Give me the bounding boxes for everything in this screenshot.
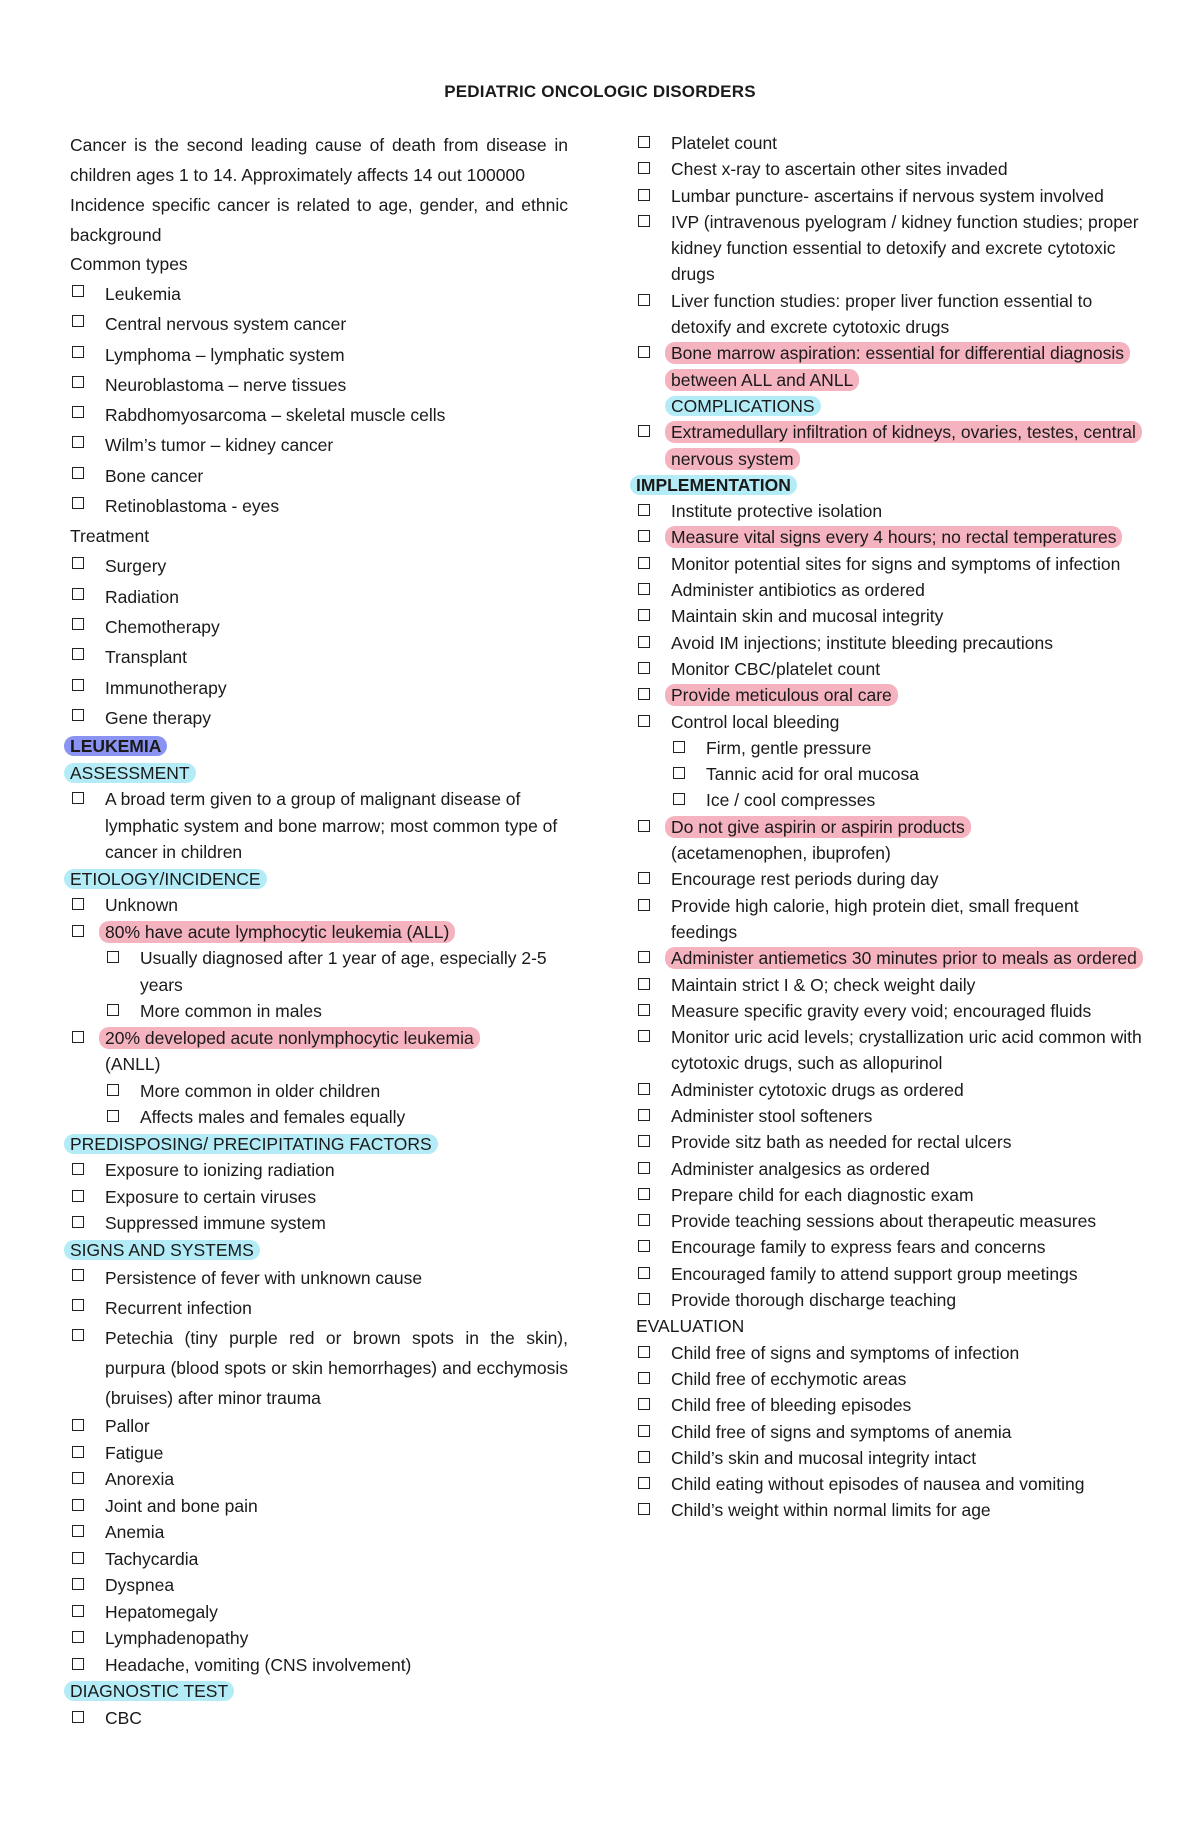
list-item: Anemia	[70, 1519, 568, 1546]
intro-paragraph: Cancer is the second leading cause of death from disease in children ages 1 to 14. Approximately affects 14 out 100000	[70, 135, 568, 185]
list-item: Child’s skin and mucosal integrity intact	[636, 1445, 1148, 1471]
list-item: Anorexia	[70, 1466, 568, 1493]
checkbox-icon	[638, 1477, 650, 1489]
list-item: Maintain skin and mucosal integrity	[636, 603, 1148, 629]
checkbox-icon	[72, 588, 84, 600]
sub-list-item: Affects males and females equally	[105, 1104, 568, 1131]
checkbox-icon	[72, 1329, 84, 1341]
list-item: Do not give aspirin or aspirin products (acetamenophen, ibuprofen)	[636, 814, 1148, 867]
checkbox-icon	[638, 504, 650, 516]
checkbox-icon	[638, 530, 650, 542]
list-item: Provide sitz bath as needed for rectal ulcers	[636, 1129, 1148, 1155]
checkbox-icon	[638, 899, 650, 911]
checkbox-icon	[638, 1004, 650, 1016]
checkbox-icon	[638, 951, 650, 963]
left-column	[70, 130, 568, 1731]
checkbox-icon	[638, 294, 650, 306]
list-item: 80% have acute lymphocytic leukemia (ALL)	[70, 919, 568, 946]
list-item: Headache, vomiting (CNS involvement)	[70, 1652, 568, 1679]
list-item: Neuroblastoma – nerve tissues	[70, 370, 568, 400]
checkbox-icon	[638, 162, 650, 174]
sub-list-item: More common in older children	[105, 1078, 568, 1105]
treatment-label: Treatment	[70, 526, 150, 547]
predisposing-heading: PREDISPOSING/ PRECIPITATING FACTORS	[70, 1131, 568, 1158]
list-item: Leukemia	[70, 279, 568, 309]
list-item: Monitor CBC/platelet count	[636, 656, 1148, 682]
signs-heading: SIGNS AND SYSTEMS	[70, 1237, 568, 1264]
list-item: Joint and bone pain	[70, 1493, 568, 1520]
checkbox-icon	[72, 925, 84, 937]
list-item: Bone marrow aspiration: essential for differential diagnosis between ALL and ANLL	[636, 340, 1148, 393]
list-item: Provide thorough discharge teaching	[636, 1287, 1148, 1313]
checkbox-icon	[72, 618, 84, 630]
right-column	[636, 130, 1148, 1524]
treatment-list	[70, 551, 568, 733]
etiology-heading: ETIOLOGY/INCIDENCE	[70, 866, 568, 893]
checkbox-icon	[107, 1004, 119, 1016]
list-item: Rabdhomyosarcoma – skeletal muscle cells	[70, 400, 568, 430]
checkbox-icon	[638, 1503, 650, 1515]
list-item: Administer antibiotics as ordered	[636, 577, 1148, 603]
list-item: Radiation	[70, 582, 568, 612]
list-item: Monitor uric acid levels; crystallization uric acid common with cytotoxic drugs, such as allopurinol	[636, 1024, 1148, 1077]
checkbox-icon	[638, 1083, 650, 1095]
checkbox-icon	[638, 978, 650, 990]
list-item: Prepare child for each diagnostic exam	[636, 1182, 1148, 1208]
sub-list-item: More common in males	[105, 998, 568, 1025]
list-item: Administer cytotoxic drugs as ordered	[636, 1077, 1148, 1103]
checkbox-icon	[72, 648, 84, 660]
checkbox-icon	[72, 792, 84, 804]
checkbox-icon	[638, 215, 650, 227]
list-item: Child free of bleeding episodes	[636, 1392, 1148, 1418]
list-item: Persistence of fever with unknown cause	[70, 1263, 568, 1293]
checkbox-icon	[72, 557, 84, 569]
checkbox-icon	[72, 679, 84, 691]
list-item: Provide meticulous oral care	[636, 682, 1148, 708]
checkbox-icon	[673, 793, 685, 805]
list-item: Control local bleeding	[636, 709, 1148, 735]
checkbox-icon	[72, 1190, 84, 1202]
checkbox-icon	[72, 1163, 84, 1175]
list-item: Administer stool softeners	[636, 1103, 1148, 1129]
list-item: Child free of signs and symptoms of infection	[636, 1340, 1148, 1366]
list-item: Surgery	[70, 551, 568, 581]
list-item: Unknown	[70, 892, 568, 919]
leukemia-heading: LEUKEMIA	[70, 733, 568, 760]
checkbox-icon	[673, 741, 685, 753]
list-item: Tachycardia	[70, 1546, 568, 1573]
checkbox-icon	[638, 136, 650, 148]
implementation-heading: IMPLEMENTATION	[636, 472, 1148, 498]
checkbox-icon	[107, 1084, 119, 1096]
checkbox-icon	[638, 1346, 650, 1358]
checkbox-icon	[72, 1031, 84, 1043]
common-types-label: Common types	[70, 254, 188, 274]
checkbox-icon	[638, 872, 650, 884]
checkbox-icon	[638, 1398, 650, 1410]
list-item: Platelet count	[636, 130, 1148, 156]
list-item: Suppressed immune system	[70, 1210, 568, 1237]
checkbox-icon	[72, 1525, 84, 1537]
checkbox-icon	[638, 1162, 650, 1174]
list-item: Retinoblastoma - eyes	[70, 491, 568, 521]
list-item: Petechia (tiny purple red or brown spots in the skin), purpura (blood spots or skin hemorrhages) and ecchymosis (bruises) after minor trauma	[70, 1323, 568, 1413]
checkbox-icon	[638, 820, 650, 832]
checkbox-icon	[638, 425, 650, 437]
incidence-paragraph: Incidence specific cancer is related to age, gender, and ethnic background	[70, 195, 568, 245]
list-item: Chemotherapy	[70, 612, 568, 642]
checkbox-icon	[72, 709, 84, 721]
list-item: Hepatomegaly	[70, 1599, 568, 1626]
checkbox-icon	[638, 1425, 650, 1437]
checkbox-icon	[72, 898, 84, 910]
checkbox-icon	[72, 436, 84, 448]
list-item: Bone cancer	[70, 461, 568, 491]
list-item: Central nervous system cancer	[70, 309, 568, 339]
list-item: Exposure to ionizing radiation	[70, 1157, 568, 1184]
checkbox-icon	[72, 346, 84, 358]
checkbox-icon	[72, 1472, 84, 1484]
list-item: Provide teaching sessions about therapeutic measures	[636, 1208, 1148, 1234]
list-item: 20% developed acute nonlymphocytic leukemia (ANLL)	[70, 1025, 568, 1078]
sub-list-item: Tannic acid for oral mucosa	[671, 761, 1148, 787]
checkbox-icon	[638, 1451, 650, 1463]
checkbox-icon	[72, 1419, 84, 1431]
checkbox-icon	[72, 1499, 84, 1511]
list-item: Lymphadenopathy	[70, 1625, 568, 1652]
checkbox-icon	[673, 767, 685, 779]
list-item: Gene therapy	[70, 703, 568, 733]
checkbox-icon	[638, 636, 650, 648]
list-item: Fatigue	[70, 1440, 568, 1467]
diagnostic-heading: DIAGNOSTIC TEST	[70, 1678, 568, 1705]
list-item: Child free of ecchymotic areas	[636, 1366, 1148, 1392]
checkbox-icon	[638, 1293, 650, 1305]
list-item: Avoid IM injections; institute bleeding precautions	[636, 630, 1148, 656]
list-item: Maintain strict I & O; check weight daily	[636, 972, 1148, 998]
checkbox-icon	[72, 1605, 84, 1617]
checkbox-icon	[72, 1299, 84, 1311]
checkbox-icon	[72, 406, 84, 418]
checkbox-icon	[72, 467, 84, 479]
checkbox-icon	[72, 1711, 84, 1723]
checkbox-icon	[638, 609, 650, 621]
checkbox-icon	[107, 1110, 119, 1122]
checkbox-icon	[638, 715, 650, 727]
list-item: Child’s weight within normal limits for age	[636, 1497, 1148, 1523]
list-item: Administer antiemetics 30 minutes prior to meals as ordered	[636, 945, 1148, 971]
checkbox-icon	[638, 1109, 650, 1121]
checkbox-icon	[72, 376, 84, 388]
list-item: Extramedullary infiltration of kidneys, ovaries, testes, central nervous system	[636, 419, 1148, 472]
checkbox-icon	[72, 1269, 84, 1281]
checkbox-icon	[72, 1216, 84, 1228]
checkbox-icon	[638, 1372, 650, 1384]
checkbox-icon	[638, 1240, 650, 1252]
checkbox-icon	[638, 688, 650, 700]
list-item: Encourage rest periods during day	[636, 866, 1148, 892]
list-item: Dyspnea	[70, 1572, 568, 1599]
checkbox-icon	[107, 951, 119, 963]
common-types-list	[70, 279, 568, 521]
list-item: Child free of signs and symptoms of anemia	[636, 1419, 1148, 1445]
complications-heading: COMPLICATIONS	[636, 393, 1148, 419]
checkbox-icon	[638, 1214, 650, 1226]
checkbox-icon	[72, 1658, 84, 1670]
list-item: Encouraged family to attend support group meetings	[636, 1261, 1148, 1287]
list-item: Exposure to certain viruses	[70, 1184, 568, 1211]
checkbox-icon	[638, 1188, 650, 1200]
checkbox-icon	[638, 189, 650, 201]
page-title: PEDIATRIC ONCOLOGIC DISORDERS	[444, 82, 756, 101]
list-item: Transplant	[70, 642, 568, 672]
list-item: Child eating without episodes of nausea and vomiting	[636, 1471, 1148, 1497]
checkbox-icon	[638, 1135, 650, 1147]
assessment-heading: ASSESSMENT	[70, 760, 568, 787]
list-item: Lumbar puncture- ascertains if nervous system involved	[636, 183, 1148, 209]
checkbox-icon	[638, 662, 650, 674]
checkbox-icon	[638, 583, 650, 595]
list-item: Pallor	[70, 1413, 568, 1440]
signs-list	[70, 1413, 568, 1731]
checkbox-icon	[638, 1030, 650, 1042]
checkbox-icon	[638, 557, 650, 569]
sub-list-item: Ice / cool compresses	[671, 787, 1148, 813]
list-item: Institute protective isolation	[636, 498, 1148, 524]
list-item: Measure vital signs every 4 hours; no rectal temperatures	[636, 524, 1148, 550]
checkbox-icon	[72, 1631, 84, 1643]
checkbox-icon	[72, 1446, 84, 1458]
checkbox-icon	[72, 497, 84, 509]
list-item: Provide high calorie, high protein diet, small frequent feedings	[636, 893, 1148, 946]
checkbox-icon	[72, 1552, 84, 1564]
list-item: Measure specific gravity every void; encouraged fluids	[636, 998, 1148, 1024]
list-item: CBC	[70, 1705, 568, 1732]
evaluation-label: EVALUATION	[636, 1316, 745, 1337]
sub-list-item: Usually diagnosed after 1 year of age, especially 2-5 years	[105, 945, 568, 998]
list-item: A broad term given to a group of malignant disease of lymphatic system and bone marrow; most common type of cancer in children	[70, 786, 568, 866]
list-item: IVP (intravenous pyelogram / kidney function studies; proper kidney function essential to detoxify and excrete cytotoxic drugs	[636, 209, 1148, 288]
list-item: Monitor potential sites for signs and symptoms of infection	[636, 551, 1148, 577]
checkbox-icon	[72, 315, 84, 327]
list-item: Immunotherapy	[70, 673, 568, 703]
list-item: Wilm’s tumor – kidney cancer	[70, 430, 568, 460]
checkbox-icon	[72, 285, 84, 297]
checkbox-icon	[638, 1267, 650, 1279]
list-item: Liver function studies: proper liver function essential to detoxify and excrete cytotoxic drugs	[636, 288, 1148, 341]
checkbox-icon	[72, 1578, 84, 1590]
list-item: Encourage family to express fears and concerns	[636, 1234, 1148, 1260]
sub-list-item: Firm, gentle pressure	[671, 735, 1148, 761]
list-item: Lymphoma – lymphatic system	[70, 340, 568, 370]
list-item: Chest x-ray to ascertain other sites invaded	[636, 156, 1148, 182]
checkbox-icon	[638, 346, 650, 358]
list-item: Administer analgesics as ordered	[636, 1156, 1148, 1182]
list-item: Recurrent infection	[70, 1293, 568, 1323]
